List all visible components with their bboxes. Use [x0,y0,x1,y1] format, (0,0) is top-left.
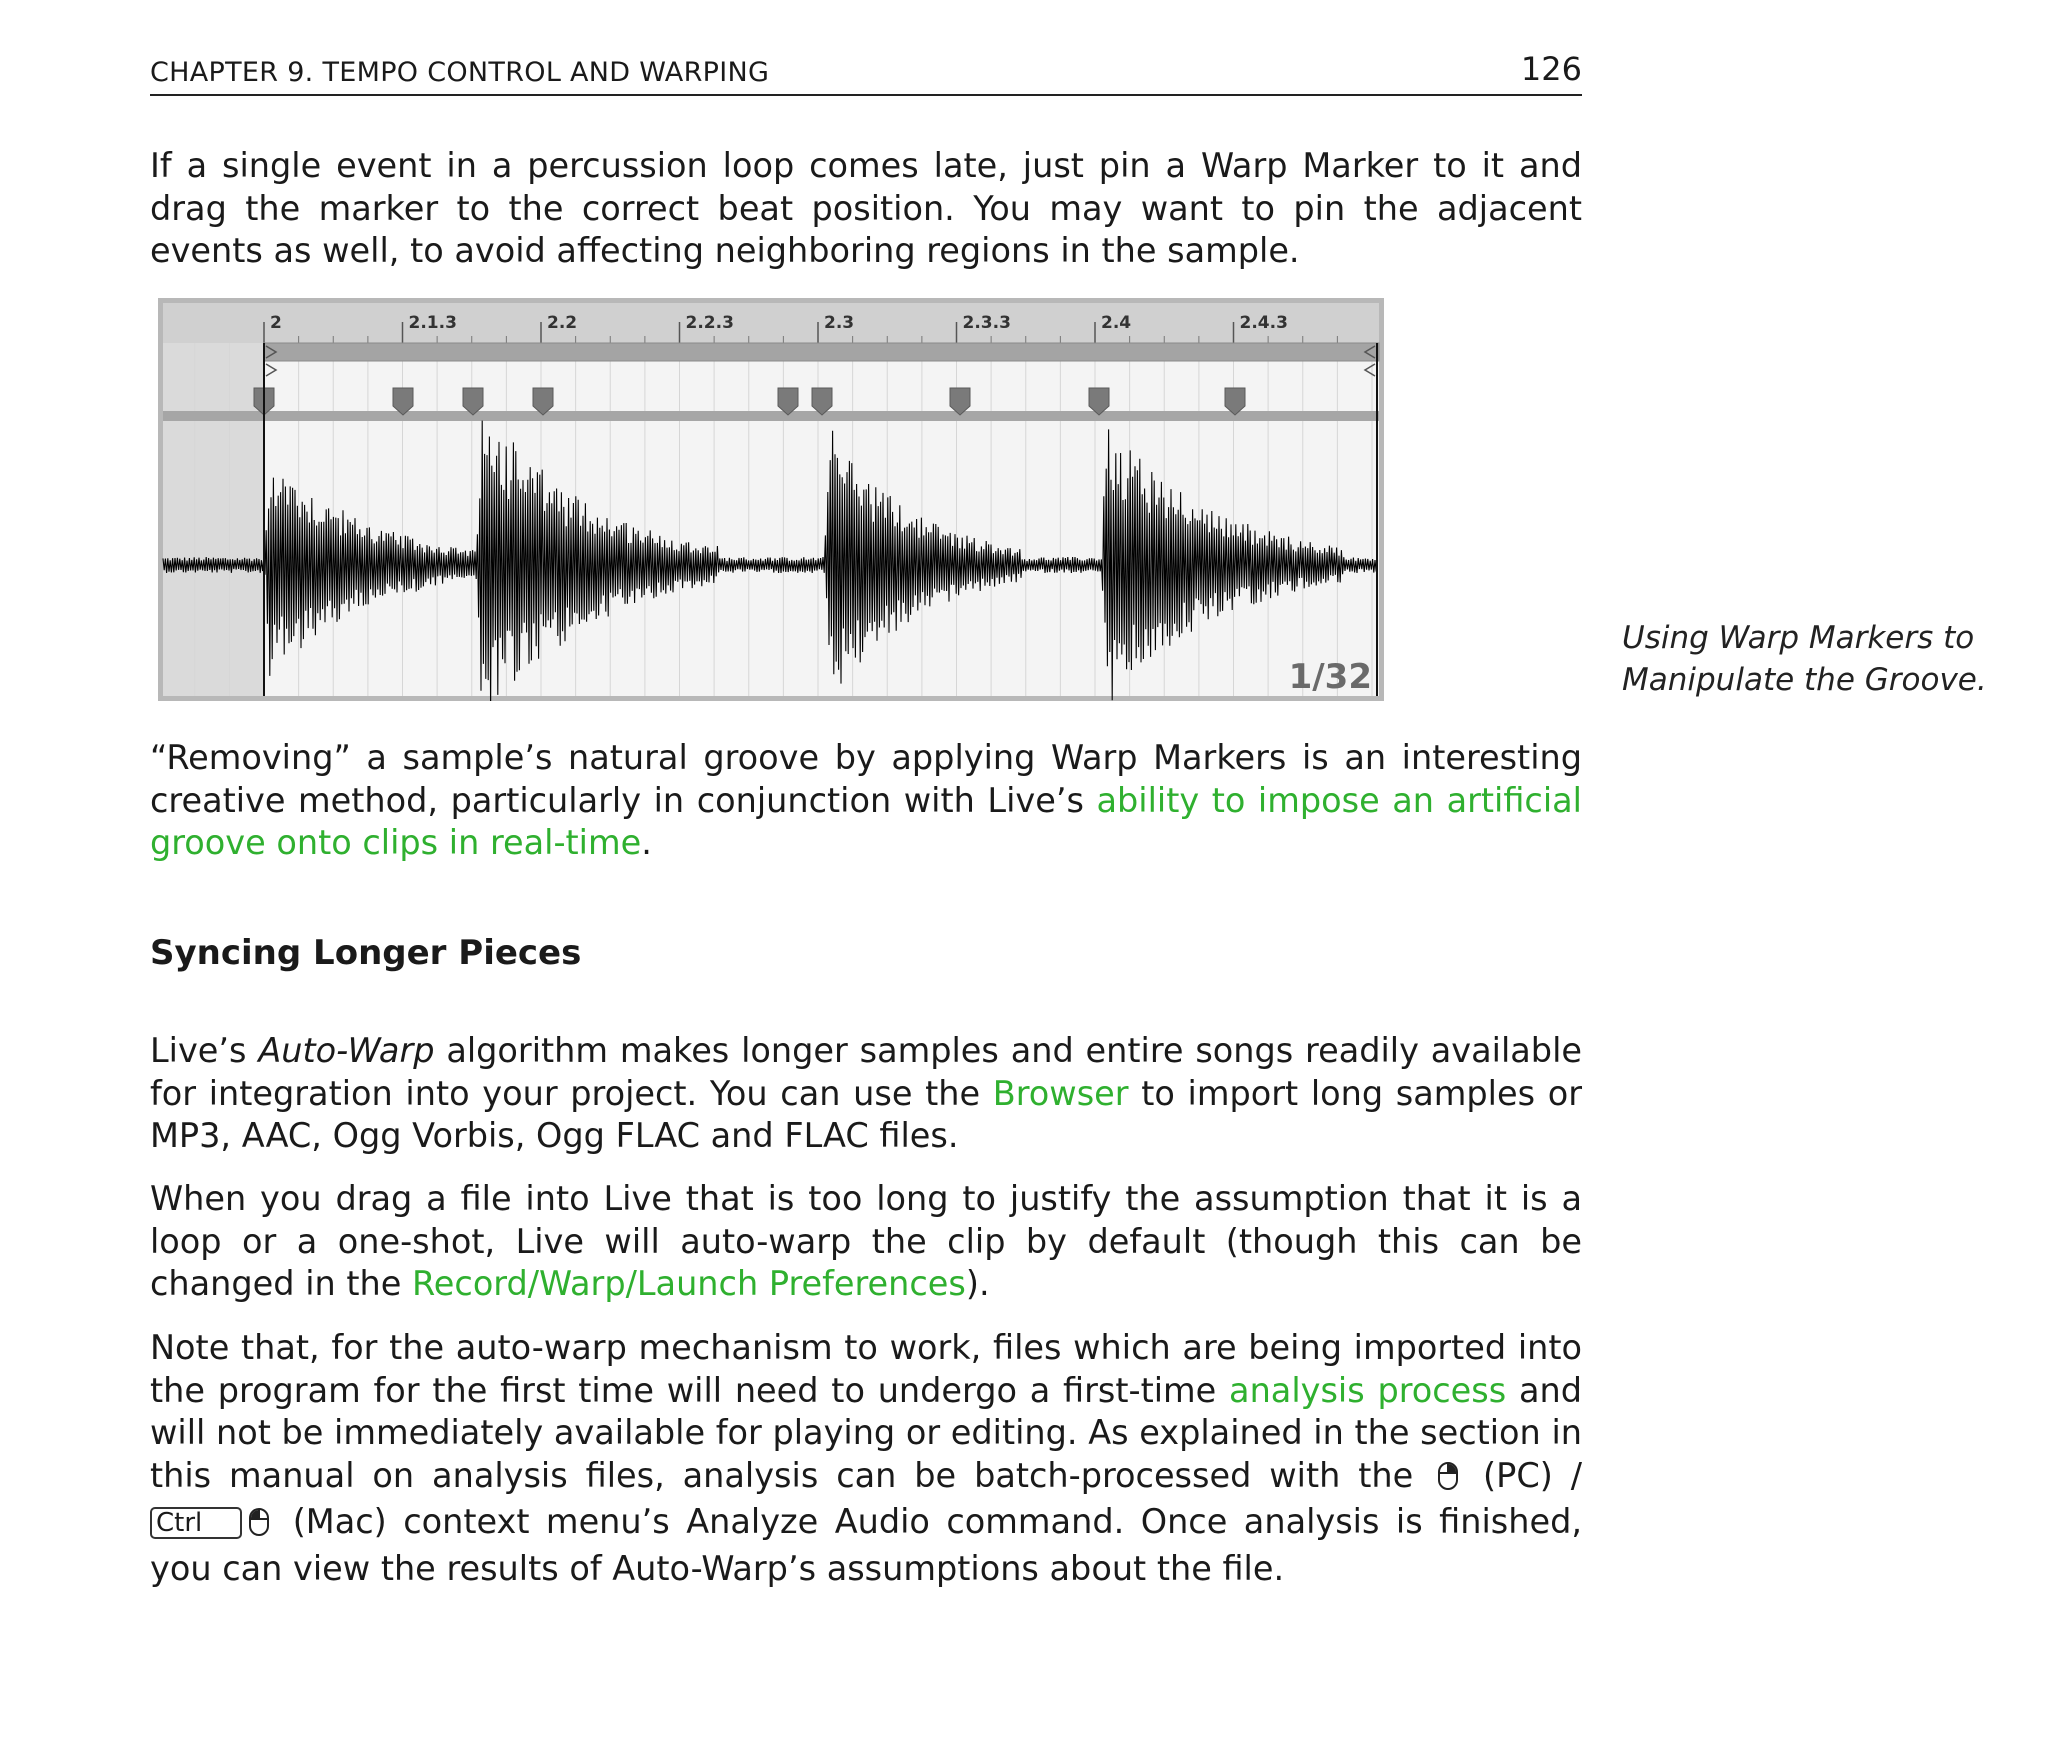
warp-editor-screenshot [158,298,1384,701]
page-number: 126 [1520,50,1582,88]
ruler-label: 2.4.3 [1239,313,1288,333]
analysis-process-link[interactable]: analysis process [1229,1370,1507,1410]
mouse-click-icon [248,1505,270,1548]
ruler-label: 2.3.3 [962,313,1011,333]
ruler-label: 2.3 [824,313,855,333]
preferences-link[interactable]: Record/Warp/Launch Preferences [412,1264,966,1303]
groove-link[interactable]: ability to impose an artificial groove onto clips in real-time [150,780,1582,862]
mouse-right-click-icon [1437,1459,1459,1502]
ruler-label: 2.4 [1101,313,1132,333]
beat-ruler [163,303,1379,343]
section-heading: Syncing Longer Pieces [150,933,582,973]
paragraph-removing-groove: “Removing” a sample’s natural groove by applying Warp Markers is an interesting creative method, particularly in conjunction with Live’s ability to impose an artificial groove onto clips in real-time. [150,738,1582,862]
paragraph-warp-marker-intro: If a single event in a percussion loop comes late, just pin a Warp Marker to it and drag the marker to the correct beat position. You may want to pin the adjacent events as well, to avoid affecting neighboring regions in the sample. [150,146,1582,270]
warp-markers-figure [158,298,1384,701]
grid-resolution-label[interactable]: 1/32 [1288,657,1372,697]
paragraph-drag-file: When you drag a file into Live that is too long to justify the assumption that it is a loop or a one-shot, Live will auto-warp the clip by default (though this can be changed in the Record/Warp/Launch Preferences). [150,1179,1582,1303]
paragraph-auto-warp: Live’s Auto-Warp algorithm makes longer samples and entire songs readily available for integration into your project. You can use the Browser to import long samples or MP3, AAC, Ogg Vorbis, Ogg FLAC and FLAC files. [150,1031,1582,1155]
marker-track [163,411,1379,421]
running-head [150,48,1582,96]
loop-brace [264,343,1379,361]
waveform-area [163,303,1379,696]
ruler-label: 2.2.3 [685,313,734,333]
figure-caption: Using Warp Markers to Manipulate the Groove. [1622,620,1987,698]
ruler-label: 2.1.3 [408,313,457,333]
ctrl-key: Ctrl [150,1507,242,1539]
chapter-title: CHAPTER 9. TEMPO CONTROL AND WARPING [150,57,770,88]
ruler-label: 2 [270,313,282,333]
paragraph-analysis: Note that, for the auto-warp mechanism to work, files which are being imported into the program for the first time will need to undergo a first-time analysis process and will not be immediately available for playing or editing. As explained in the section in this manual on analysis files, analysis can be batch-processed with the (PC) / Ctrl (Mac) context menu’s Analyze Audio command. Once analysis is finished, you can view the results of Auto-Warp’s assumptions about the file. [150,1328,1582,1588]
ruler-label: 2.2 [547,313,578,333]
pre-start-region [163,303,264,696]
browser-link[interactable]: Browser [992,1073,1129,1113]
